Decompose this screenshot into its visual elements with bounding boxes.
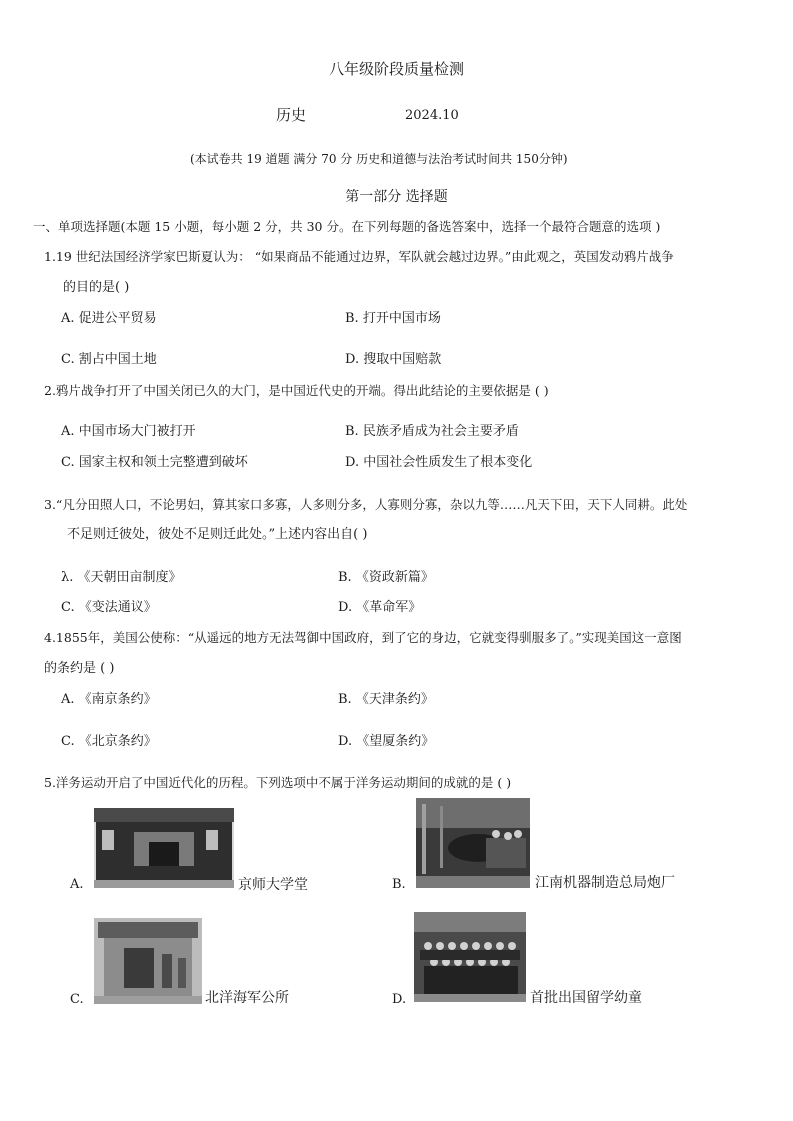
- q5-option-a-photo: [94, 808, 234, 888]
- q4-option-d[interactable]: D. 《望厦条约》: [338, 734, 435, 749]
- q1-option-b[interactable]: B. 打开中国市场: [345, 311, 441, 326]
- q5-option-a-caption: 京师大学堂: [238, 877, 308, 893]
- q4-option-b[interactable]: B. 《天津条约》: [338, 692, 434, 707]
- q4-option-c[interactable]: C. 《北京条约》: [61, 734, 157, 749]
- q1-stem-line1: 1.19 世纪法国经济学家巴斯夏认为： “如果商品不能通过边界，军队就会越过边界。”由此观之，英国发动鸦片战争: [44, 249, 674, 264]
- q5-option-c-photo: [94, 918, 202, 1004]
- subject-label: 历史: [276, 106, 307, 124]
- exam-title: 八年级阶段质量检测: [328, 60, 464, 78]
- q5-option-b-letter[interactable]: B.: [392, 877, 406, 892]
- q5-option-c-caption: 北洋海军公所: [205, 990, 289, 1006]
- q5-option-d-caption: 首批出国留学幼童: [530, 990, 642, 1006]
- q2-option-b[interactable]: B. 民族矛盾成为社会主要矛盾: [345, 424, 519, 439]
- q5-option-d-photo: [414, 912, 526, 1002]
- q3-option-b[interactable]: B. 《资政新篇》: [338, 570, 434, 585]
- q3-stem-line2: 不足则迁彼处，彼处不足则迁此处。”上述内容出自( ): [67, 527, 368, 542]
- q4-stem-line2: 的条约是 ( ): [44, 661, 115, 676]
- q3-option-c[interactable]: C. 《变法通议》: [61, 600, 157, 615]
- q5-option-b-photo: [416, 798, 530, 888]
- part-title: 第一部分 选择题: [345, 189, 448, 205]
- exam-note: (本试卷共 19 道题 满分 70 分 历史和道德与法治考试时间共 150分钟): [190, 152, 568, 166]
- q2-stem-line1: 2.鸦片战争打开了中国关闭已久的大门，是中国近代史的开端。得出此结论的主要依据是 ( ): [44, 383, 549, 398]
- q5-option-d-letter[interactable]: D.: [392, 992, 407, 1007]
- q3-option-d[interactable]: D. 《革命军》: [338, 600, 422, 615]
- q5-option-b-caption: 江南机器制造总局炮厂: [535, 875, 675, 891]
- q1-option-a[interactable]: A. 促进公平贸易: [61, 311, 157, 326]
- q4-option-a[interactable]: A. 《南京条约》: [61, 692, 157, 707]
- exam-date: 2024.10: [405, 108, 459, 123]
- q2-option-a[interactable]: A. 中国市场大门被打开: [61, 424, 196, 439]
- q1-option-d[interactable]: D. 搜取中国赔款: [345, 352, 442, 367]
- q5-option-c-letter[interactable]: C.: [70, 992, 84, 1007]
- q2-option-c[interactable]: C. 国家主权和领土完整遭到破坏: [61, 455, 248, 470]
- q5-option-a-letter[interactable]: A.: [70, 877, 84, 892]
- q2-option-d[interactable]: D. 中国社会性质发生了根本变化: [345, 455, 533, 470]
- q3-option-a[interactable]: λ. 《天朝田亩制度》: [61, 570, 182, 585]
- q1-stem-line2: 的目的是( ): [63, 280, 130, 295]
- section-instruction: 一、单项选择题(本题 15 小题，每小题 2 分，共 30 分。在下列每题的备选答案中，选择一个最符合题意的选项 ): [33, 219, 661, 234]
- q3-stem-line1: 3.“凡分田照人口，不论男妇，算其家口多寡，人多则分多，人寡则分寡，杂以九等……凡天下田，天下人同耕。此处: [44, 497, 688, 512]
- q1-option-c[interactable]: C. 割占中国土地: [61, 352, 157, 367]
- q5-stem-line1: 5.洋务运动开启了中国近代化的历程。下列选项中不属于洋务运动期间的成就的是 ( ): [44, 775, 512, 790]
- q4-stem-line1: 4.1855年，美国公使称：“从遥远的地方无法驾御中国政府，到了它的身边，它就变得驯服多了。”实现美国这一意图: [44, 630, 682, 645]
